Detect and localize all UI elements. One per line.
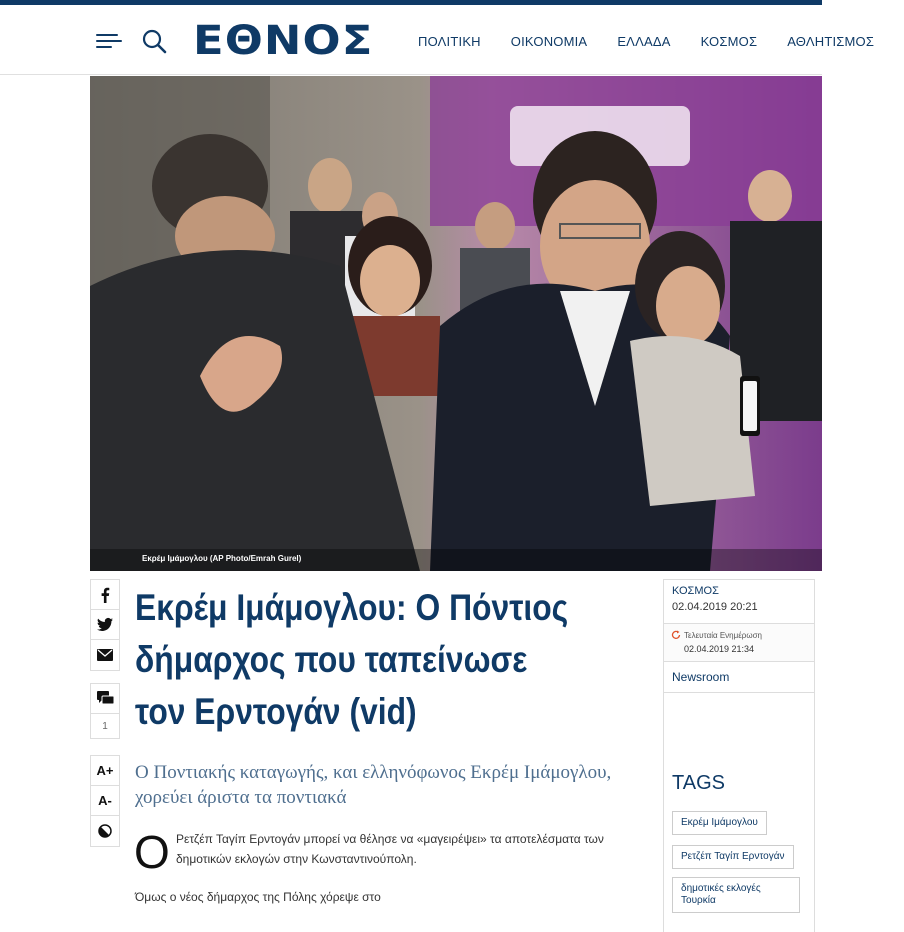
photo-caption-bar bbox=[90, 549, 822, 571]
site-logo[interactable]: ΕΘΝΟΣ bbox=[193, 18, 374, 64]
article-lead-paragraph: Ρετζέπ Ταγίπ Ερντογάν μπορεί να θέλησε να «μαγειρέψει» τα αποτελέσματα των δημοτικών εκλογών στην Κωνσταντινούπολη. bbox=[176, 832, 604, 866]
publish-date: 02.04.2019 20:21 bbox=[672, 601, 758, 613]
nav-item-ellada[interactable]: ΕΛΛΑΔΑ bbox=[617, 34, 671, 49]
share-buttons bbox=[90, 579, 120, 671]
tags-box bbox=[663, 692, 815, 932]
article-headline: Εκρέμ Ιμάμογλου: Ο Πόντιος δήμαρχος που ταπείνωσε τον Ερντογάν (vid) bbox=[135, 587, 569, 732]
email-share-button[interactable] bbox=[91, 640, 119, 670]
section-link[interactable]: ΚΟΣΜΟΣ bbox=[672, 585, 719, 597]
contrast-button[interactable] bbox=[91, 816, 119, 846]
comments-button[interactable] bbox=[91, 684, 119, 714]
twitter-icon bbox=[97, 618, 113, 631]
search-icon[interactable] bbox=[140, 27, 168, 55]
comments-box bbox=[90, 683, 120, 739]
site-header bbox=[0, 5, 875, 75]
update-date: 02.04.2019 21:34 bbox=[684, 644, 755, 654]
nav-item-politiki[interactable]: ΠΟΛΙΤΙΚΗ bbox=[418, 34, 481, 49]
tag-link[interactable]: Εκρέμ Ιμάμογλου bbox=[672, 811, 767, 835]
publish-info bbox=[663, 579, 815, 623]
facebook-icon bbox=[100, 587, 110, 603]
author-link[interactable]: Newsroom bbox=[672, 670, 730, 684]
facebook-share-button[interactable] bbox=[91, 580, 119, 610]
article-sidebar bbox=[663, 579, 815, 932]
twitter-share-button[interactable] bbox=[91, 610, 119, 640]
article-body-text: Όμως ο νέος δήμαρχος της Πόλης χόρεψε στο bbox=[135, 890, 381, 904]
author-box bbox=[663, 661, 815, 693]
tags-title: TAGS bbox=[672, 772, 725, 794]
nav-item-oikonomia[interactable]: ΟΙΚΟΝΟΜΙΑ bbox=[510, 34, 588, 49]
font-increase-button[interactable]: A+ bbox=[91, 756, 119, 786]
update-label: Τελευταία Ενημέρωση bbox=[684, 631, 762, 640]
article-subheadline: Ο Ποντιακής καταγωγής, και ελληνόφωνος Εκρέμ Ιμάμογλου, χορεύει άριστα τα ποντιακά bbox=[135, 762, 612, 808]
refresh-icon bbox=[671, 630, 681, 640]
font-decrease-button[interactable]: A- bbox=[91, 786, 119, 816]
tag-link[interactable]: δημοτικές εκλογές Τουρκία bbox=[672, 877, 800, 913]
nav-item-kosmos[interactable]: ΚΟΣΜΟΣ bbox=[700, 34, 758, 49]
main-nav bbox=[418, 34, 904, 49]
hamburger-icon[interactable] bbox=[96, 32, 122, 50]
tag-link[interactable]: Ρετζέπ Ταγίπ Ερντογάν bbox=[672, 845, 794, 869]
contrast-icon bbox=[98, 824, 112, 838]
comment-count: 1 bbox=[102, 720, 108, 732]
hero-photo bbox=[90, 76, 822, 571]
photo-caption: Εκρέμ Ιμάμογλου (AP Photo/Emrah Gurel) bbox=[142, 554, 302, 563]
update-info bbox=[663, 623, 815, 661]
email-icon bbox=[97, 649, 113, 661]
nav-item-athlitismos[interactable]: ΑΘΛΗΤΙΣΜΟΣ bbox=[787, 34, 875, 49]
accessibility-controls bbox=[90, 755, 120, 847]
hero-photo-illustration bbox=[90, 76, 822, 571]
comments-icon bbox=[97, 691, 114, 706]
article-dropcap: Ο bbox=[134, 826, 170, 878]
